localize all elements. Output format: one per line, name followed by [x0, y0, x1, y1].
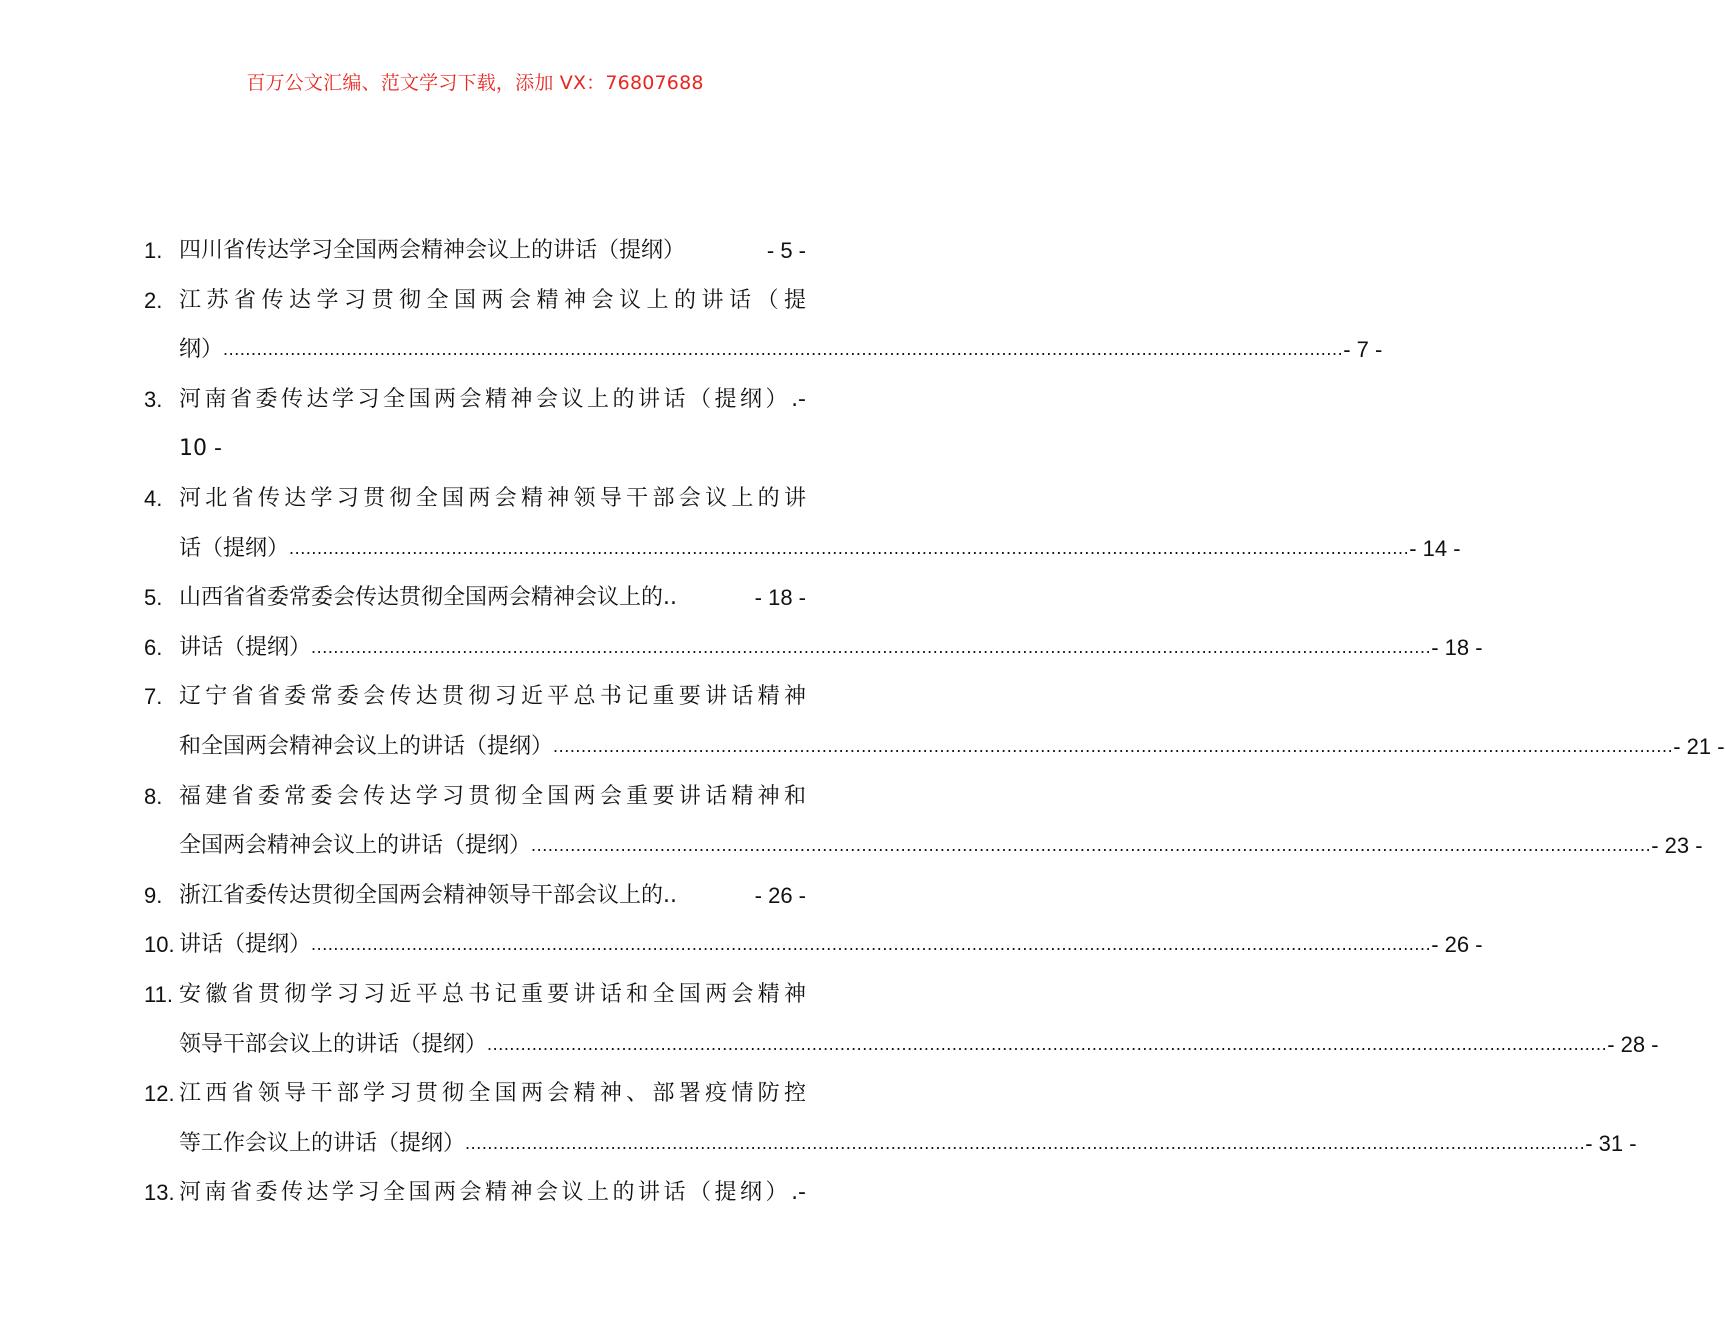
- toc-entry-line: [144, 623, 1483, 673]
- toc-entry-number: 12.: [144, 1081, 175, 1107]
- toc-entry[interactable]: [144, 772, 1703, 871]
- toc-leader-dots: [553, 722, 1673, 772]
- toc-entry-title[interactable]: 讲话（提纲）: [179, 634, 312, 660]
- toc-entry-body: [179, 722, 1725, 772]
- toc-entry-body: [179, 1119, 1637, 1169]
- toc-entry-number: 10.: [144, 932, 175, 958]
- toc-entry-body: [179, 276, 806, 326]
- toc-entry-title[interactable]: 河北省传达学习贯彻全国两会精神领导干部会议上的讲: [179, 485, 806, 511]
- toc-entry-body: [179, 375, 806, 425]
- toc-entry-body: [179, 920, 1483, 970]
- toc-entry-title[interactable]: 讲话（提纲）: [179, 932, 312, 958]
- toc-entry-line: [144, 524, 1461, 574]
- toc-entry-body: [179, 1020, 1659, 1070]
- toc-entry-title[interactable]: 江西省领导干部学习贯彻全国两会精神、部署疫情防控: [179, 1081, 806, 1107]
- toc-page-number: - 21 -: [1673, 733, 1725, 759]
- toc-entry-body: [179, 821, 1703, 871]
- toc-entry-line: [144, 1020, 1659, 1070]
- toc-entry-number: 4.: [144, 485, 163, 511]
- toc-page-number: - 31 -: [1585, 1130, 1637, 1156]
- toc-entry-title[interactable]: 话（提纲）: [179, 535, 290, 561]
- toc-entry-title[interactable]: 等工作会议上的讲话（提纲）: [179, 1130, 466, 1156]
- toc-entry-body: [179, 474, 806, 524]
- toc-entry-line: [144, 325, 1383, 375]
- toc-entry-line: [144, 772, 806, 822]
- toc-entry-title[interactable]: 辽宁省省委常委会传达贯彻习近平总书记重要讲话精神: [179, 684, 806, 710]
- toc-entry[interactable]: [144, 375, 806, 474]
- toc-entry[interactable]: [144, 1168, 806, 1218]
- toc-entry-number: 8.: [144, 783, 163, 809]
- toc-leader-dots: [289, 524, 1409, 574]
- toc-leader-dots: [531, 821, 1651, 871]
- toc-entry-line: [144, 276, 806, 326]
- toc-entry-line: [144, 722, 1725, 772]
- toc-indent: [144, 424, 179, 474]
- toc-indent: [144, 524, 179, 574]
- toc-entry-body: [179, 623, 1483, 673]
- toc-entry[interactable]: [144, 920, 1483, 970]
- toc-leader-dots: [311, 623, 1431, 673]
- toc-entry-number: 7.: [144, 684, 163, 710]
- toc-entry-line: [144, 871, 806, 921]
- toc-page-number: - 5 -: [766, 238, 806, 263]
- toc-entry-line: [144, 226, 806, 276]
- toc-entry-title[interactable]: 河南省委传达学习全国两会精神会议上的讲话（提纲）.-: [179, 386, 806, 412]
- toc-entry-title[interactable]: 河南省委传达学习全国两会精神会议上的讲话（提纲）.-: [179, 1180, 806, 1206]
- toc-page-number: - 28 -: [1607, 1031, 1659, 1057]
- toc-leader-dots: [487, 1020, 1607, 1070]
- toc-entry-line: [144, 970, 806, 1020]
- toc-entry-number: 2.: [144, 287, 163, 313]
- toc-entry-body: [179, 1069, 806, 1119]
- toc-entry-line: [144, 821, 1703, 871]
- toc-entry-number: 3.: [144, 386, 163, 412]
- toc-entry[interactable]: [144, 871, 806, 921]
- toc-leader-dots: [311, 920, 1431, 970]
- toc-indent: [144, 1119, 179, 1169]
- toc-entry-body: [179, 772, 806, 822]
- toc-entry-title[interactable]: 江苏省传达学习贯彻全国两会精神会议上的讲话（提: [179, 287, 806, 313]
- toc-indent: [144, 1020, 179, 1070]
- toc-entry-title[interactable]: 纲）: [179, 337, 224, 363]
- toc-indent: [144, 722, 179, 772]
- toc-entry-title[interactable]: 全国两会精神会议上的讲话（提纲）: [179, 833, 532, 859]
- toc-entry-title[interactable]: 山西省省委常委会传达贯彻全国两会精神会议上的..: [179, 585, 677, 611]
- toc-page-number: - 7 -: [1343, 337, 1383, 363]
- toc-entry[interactable]: [144, 276, 1383, 375]
- toc-indent: [144, 325, 179, 375]
- toc-entry-body: [179, 226, 806, 276]
- toc-page-number: - 18 -: [754, 585, 806, 611]
- toc-leader-dots: [677, 573, 755, 623]
- toc-entry-line: [144, 920, 1483, 970]
- toc-page-number: - 26 -: [1431, 932, 1483, 958]
- toc-entry-number: 11.: [144, 981, 173, 1007]
- toc-page-number: - 23 -: [1651, 833, 1703, 859]
- toc-entry[interactable]: [144, 623, 1483, 673]
- toc-entry-body: [179, 325, 1383, 375]
- toc-entry-body: [179, 871, 806, 921]
- toc-page-number: - 18 -: [1431, 634, 1483, 660]
- toc-entry-title[interactable]: 福建省委常委会传达学习贯彻全国两会重要讲话精神和: [179, 783, 806, 809]
- toc-entry-number: 6.: [144, 634, 163, 660]
- toc-indent: [144, 821, 179, 871]
- toc-entry-title[interactable]: 10 -: [179, 436, 222, 462]
- toc-page-number: - 26 -: [754, 882, 806, 908]
- toc-entry[interactable]: [144, 474, 1461, 573]
- toc-entry[interactable]: [144, 970, 1659, 1069]
- toc-entry[interactable]: [144, 672, 1725, 771]
- toc-entry-title[interactable]: 领导干部会议上的讲话（提纲）: [179, 1031, 488, 1057]
- toc-entry-number: 5.: [144, 585, 163, 611]
- toc-entry-line: [144, 474, 806, 524]
- toc-entry[interactable]: [144, 226, 806, 276]
- toc-entry-body: [179, 1168, 806, 1218]
- toc-entry-body: [179, 672, 806, 722]
- toc-entry-title[interactable]: 和全国两会精神会议上的讲话（提纲）: [179, 733, 554, 759]
- toc-entry-line: [144, 1168, 806, 1218]
- toc-entry-body: [179, 970, 806, 1020]
- toc-entry[interactable]: [144, 573, 806, 623]
- toc-entry-body: [179, 573, 806, 623]
- toc-entry-line: [144, 672, 806, 722]
- table-of-contents: [144, 226, 1725, 1218]
- toc-entry-title[interactable]: 浙江省委传达贯彻全国两会精神领导干部会议上的..: [179, 882, 677, 908]
- toc-entry-title[interactable]: 安徽省贯彻学习习近平总书记重要讲话和全国两会精神: [179, 981, 806, 1007]
- document-header-banner: 百万公文汇编、范文学习下载，添加 VX：76807688: [246, 72, 704, 94]
- toc-page-number: - 14 -: [1409, 535, 1461, 561]
- toc-entry-line: [144, 424, 806, 474]
- toc-entry-line: [144, 1069, 806, 1119]
- toc-entry-body: [179, 424, 806, 474]
- toc-entry-title[interactable]: 四川省传达学习全国两会精神会议上的讲话（提纲）: [179, 238, 686, 263]
- toc-leader-dots: [685, 226, 767, 276]
- toc-entry-line: [144, 1119, 1637, 1169]
- toc-leader-dots: [223, 325, 1343, 375]
- toc-leader-dots: [465, 1119, 1585, 1169]
- toc-entry-number: 9.: [144, 882, 163, 908]
- toc-entry-number: 1.: [144, 238, 163, 263]
- toc-entry-line: [144, 375, 806, 425]
- toc-leader-dots: [677, 871, 755, 921]
- toc-entry-body: [179, 524, 1461, 574]
- toc-entry-line: [144, 573, 806, 623]
- toc-entry-number: 13.: [144, 1180, 175, 1206]
- toc-entry[interactable]: [144, 1069, 1637, 1168]
